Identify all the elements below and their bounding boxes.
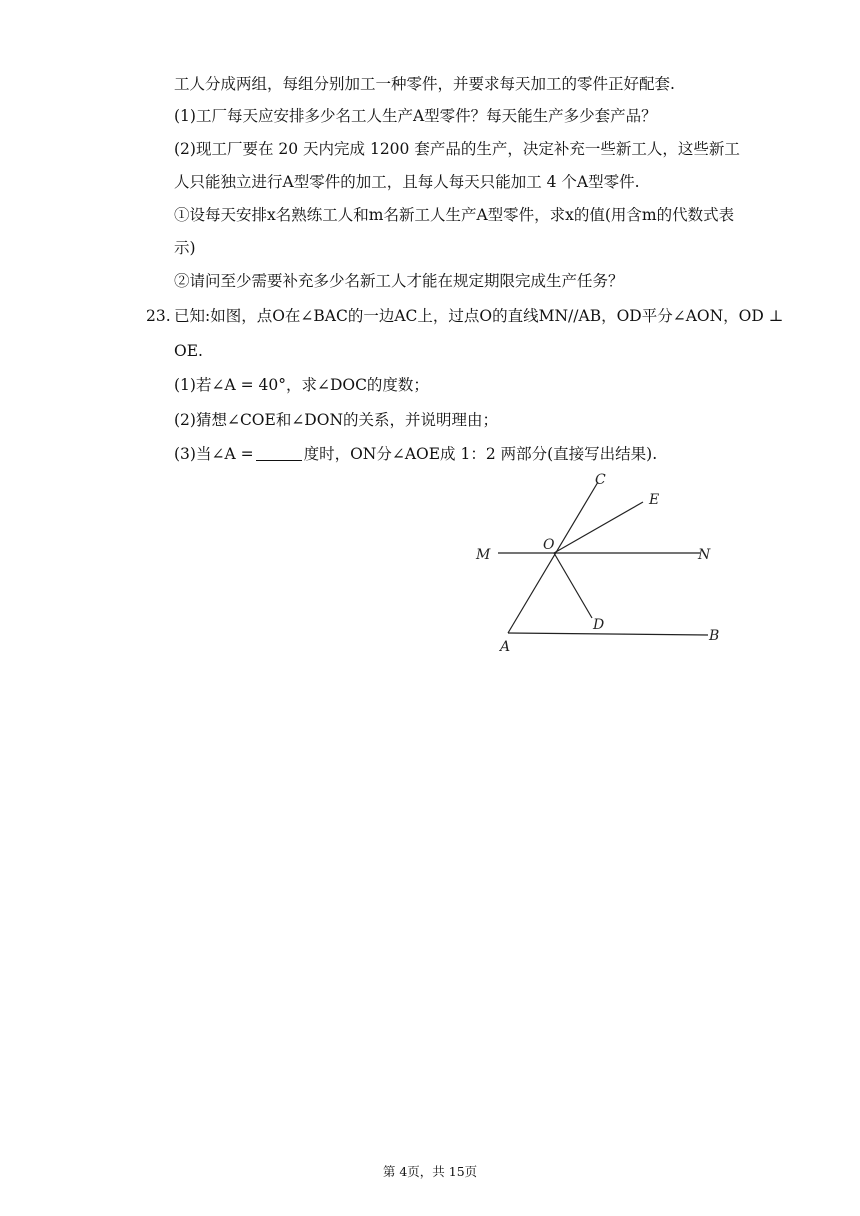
q23-given-line2: OE.	[174, 342, 203, 360]
label-C: C	[595, 472, 606, 488]
q23-part3-suffix: 度时，ON分∠AOE成 1：2 两部分(直接写出结果).	[303, 445, 658, 463]
label-O: O	[543, 537, 555, 553]
label-A: A	[500, 639, 511, 655]
q22-text-line1: 工人分成两组，每组分别加工一种零件，并要求每天加工的零件正好配套.	[174, 75, 675, 93]
q23-number: 23.	[146, 307, 171, 325]
line-AB	[508, 633, 708, 635]
q23-part3-prefix: (3)当∠A =	[174, 445, 254, 463]
q22-subpart2: ②请问至少需要补充多少名新工人才能在规定期限完成生产任务？	[174, 272, 624, 290]
label-N: N	[698, 547, 711, 563]
q23-part2: (2)猜想∠COE和∠DON的关系，并说明理由；	[174, 411, 499, 429]
ray-OE	[554, 502, 643, 553]
label-B: B	[709, 628, 720, 644]
q22-subpart1-line1: ①设每天安排x名熟练工人和m名新工人生产A型零件，求x的值(用含m的代数式表	[174, 206, 735, 224]
geometry-figure	[470, 465, 730, 660]
q22-subpart1-line2: 示)	[174, 239, 196, 257]
ray-AC	[508, 482, 598, 633]
ray-OD	[554, 553, 592, 618]
answer-blank	[256, 446, 302, 461]
q22-part1: (1)工厂每天应安排多少名工人生产A型零件？每天能生产多少套产品？	[174, 107, 657, 125]
q22-part2-line1: (2)现工厂要在 20 天内完成 1200 套产品的生产，决定补充一些新工人，这些新工	[174, 140, 740, 158]
q23-part3	[174, 444, 657, 464]
q23-given-line1: 已知:如图，点O在∠BAC的一边AC上，过点O的直线MN//AB，OD平分∠AON，OD ⊥	[174, 307, 784, 325]
q22-part2-line2: 人只能独立进行A型零件的加工，且每人每天只能加工 4 个A型零件.	[174, 173, 640, 191]
q23-part1: (1)若∠A = 40°，求∠DOC的度数；	[174, 376, 429, 394]
page-footer: 第 4页，共 15页	[382, 1164, 478, 1179]
label-M: M	[476, 547, 491, 563]
label-E: E	[649, 492, 660, 508]
label-D: D	[593, 617, 605, 633]
